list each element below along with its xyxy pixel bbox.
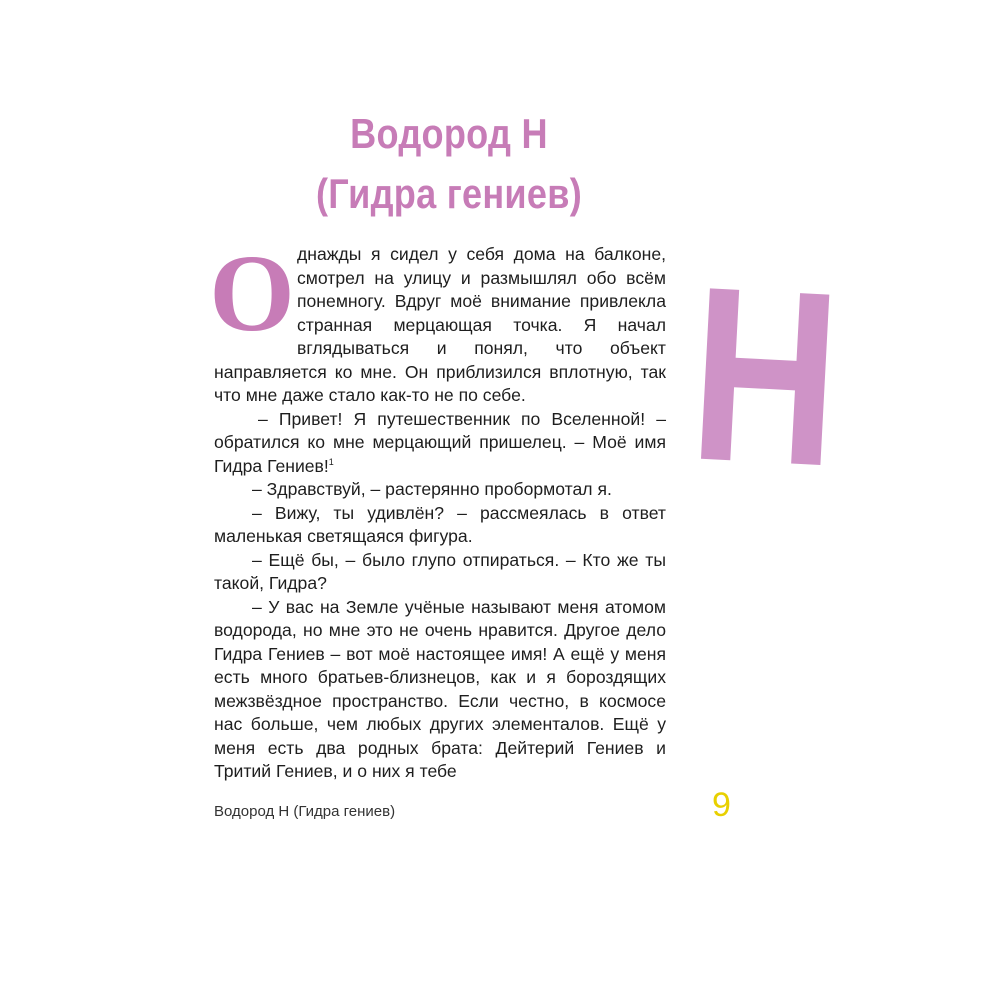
chapter-title: [247, 104, 651, 224]
drop-cap-letter: О: [209, 232, 295, 354]
paragraph-greeting-text: – Привет! Я путешественник по Вселенной! – обратился ко мне мерцающий пришелец. – Моё имя Гидра Гениев!: [214, 408, 666, 476]
paragraph-greeting: [214, 408, 666, 479]
paragraph-surprise: – Вижу, ты удивлён? – рассмеялась в ответ маленькая светящаяся фигура.: [214, 502, 666, 546]
page-number: 9: [712, 786, 731, 824]
story-text: [209, 232, 666, 784]
drop-cap: [209, 232, 295, 354]
paragraph-reply: – Здравствуй, – растерянно пробормотал я.: [252, 479, 612, 499]
decorative-letter-glyph: H: [684, 235, 846, 520]
paragraph-question: – Ещё бы, – было глупо отпираться. – Кто же ты такой, Гидра?: [214, 549, 666, 593]
running-footer-title: Водород Н (Гидра гениев): [214, 803, 396, 820]
paragraph-intro: днажды я сидел у себя дома на балконе, смотрел на улицу и размышлял обо всём понемногу. Вдруг моё внимание привлекла странная мерцающая точка. Я начал вглядываться и понял, что объект направляется ко мне. Он приблизился вплотную, так что мне даже стало как-то не по себе.: [214, 244, 666, 405]
chapter-title-line-2: (Гидра гениев): [315, 170, 583, 217]
paragraph-explanation: – У вас на Земле учёные называют меня атомом водорода, но мне это не очень нравится. Другое дело Гидра Гениев – вот моё настоящее имя! А ещё у меня есть много братьев-близнецов, как и я бороздящих межзвёздное пространство. Если честно, в космосе нас больше, чем любых других элементалов. Ещё у меня есть два родных брата: Дейтерий Гениев и Тритий Гениев, и о них я тебе: [214, 596, 666, 781]
chapter-title-line-1: Водород Н: [350, 110, 548, 157]
decorative-letter-h: [681, 235, 851, 520]
footnote-mark: 1: [328, 456, 334, 467]
